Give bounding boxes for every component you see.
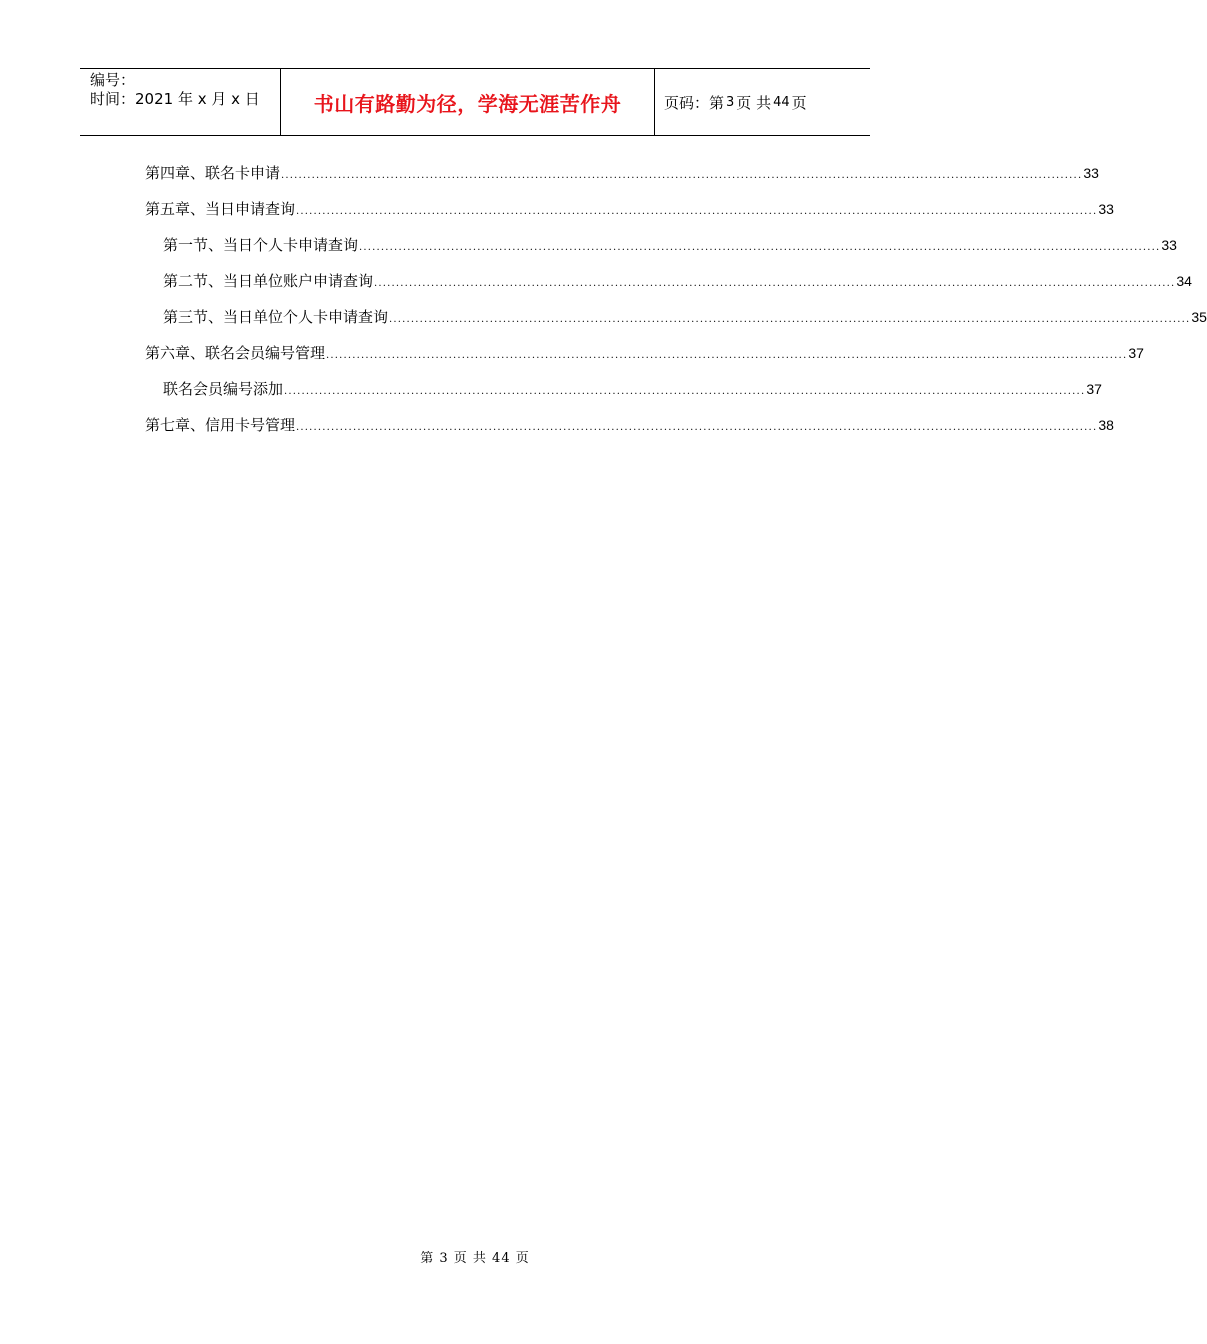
toc-entry-section: 第一节、 bbox=[163, 236, 224, 254]
page-header bbox=[80, 68, 870, 136]
toc-entry-chapter-6[interactable] bbox=[145, 342, 1144, 362]
toc-entry-section-5-2[interactable] bbox=[163, 270, 1192, 290]
toc-entry-page: 33 bbox=[1083, 165, 1099, 181]
header-info-cell bbox=[80, 69, 281, 135]
toc-entry-title: 第六章、联名会员编号管理 bbox=[145, 344, 326, 362]
toc-entry-section: 第三节、 bbox=[163, 308, 224, 326]
toc-entry-section-5-1[interactable] bbox=[163, 234, 1177, 254]
toc-entry-chapter-6-item[interactable] bbox=[163, 378, 1102, 398]
toc-leader-dots: ....................................................................................................................................................................................... bbox=[296, 206, 1098, 217]
page-prefix: 页码：第 bbox=[664, 93, 725, 112]
page-footer: 第 3 页 共 44 页 bbox=[420, 1251, 530, 1266]
toc-entry-chapter-7[interactable] bbox=[145, 414, 1114, 434]
toc-entry-page: 37 bbox=[1086, 381, 1102, 397]
header-page-cell bbox=[655, 69, 870, 135]
toc-entry-page: 33 bbox=[1161, 237, 1177, 253]
header-motto-cell bbox=[281, 69, 655, 135]
document-number-label: 编号： bbox=[90, 71, 136, 89]
toc-entry-title: 当日单位个人卡申请查询 bbox=[223, 308, 389, 326]
page-mid: 页 共 bbox=[736, 93, 772, 112]
document-date: 时间：2021 年 x 月 x 日 bbox=[90, 90, 260, 108]
toc-entry-title: 联名会员编号添加 bbox=[163, 380, 284, 398]
toc-leader-dots: ....................................................................................................................................................................................... bbox=[326, 350, 1128, 361]
toc-leader-dots: ....................................................................................................................................................................................... bbox=[359, 242, 1161, 253]
toc-entry-title: 第四章、联名卡申请 bbox=[145, 164, 281, 182]
toc-entry-title: 第五章、当日申请查询 bbox=[145, 200, 296, 218]
toc-entry-title: 第七章、信用卡号管理 bbox=[145, 416, 296, 434]
page-total: 44 bbox=[773, 94, 790, 110]
toc-entry-page: 37 bbox=[1128, 345, 1144, 361]
toc-entry-section-5-3[interactable] bbox=[163, 306, 1207, 326]
toc-leader-dots: ....................................................................................................................................................................................... bbox=[296, 422, 1098, 433]
page-current: 3 bbox=[726, 94, 735, 110]
toc-entry-chapter-4[interactable] bbox=[145, 162, 1099, 182]
toc-entry-page: 38 bbox=[1098, 417, 1114, 433]
toc-entry-page: 33 bbox=[1098, 201, 1114, 217]
toc-leader-dots: ....................................................................................................................................................................................... bbox=[281, 170, 1083, 181]
header-motto: 书山有路勤为径，学海无涯苦作舟 bbox=[313, 91, 622, 116]
toc-leader-dots: ....................................................................................................................................................................................... bbox=[284, 386, 1086, 397]
toc-leader-dots: ....................................................................................................................................................................................... bbox=[389, 314, 1191, 325]
toc-entry-title: 当日个人卡申请查询 bbox=[223, 236, 359, 254]
page-suffix: 页 bbox=[791, 93, 807, 112]
toc-entry-page: 34 bbox=[1176, 273, 1192, 289]
toc-entry-page: 35 bbox=[1191, 309, 1207, 325]
toc-entry-title: 当日单位账户申请查询 bbox=[223, 272, 374, 290]
toc-entry-section: 第二节、 bbox=[163, 272, 224, 290]
toc-entry-chapter-5[interactable] bbox=[145, 198, 1114, 218]
toc-leader-dots: ....................................................................................................................................................................................... bbox=[374, 278, 1176, 289]
